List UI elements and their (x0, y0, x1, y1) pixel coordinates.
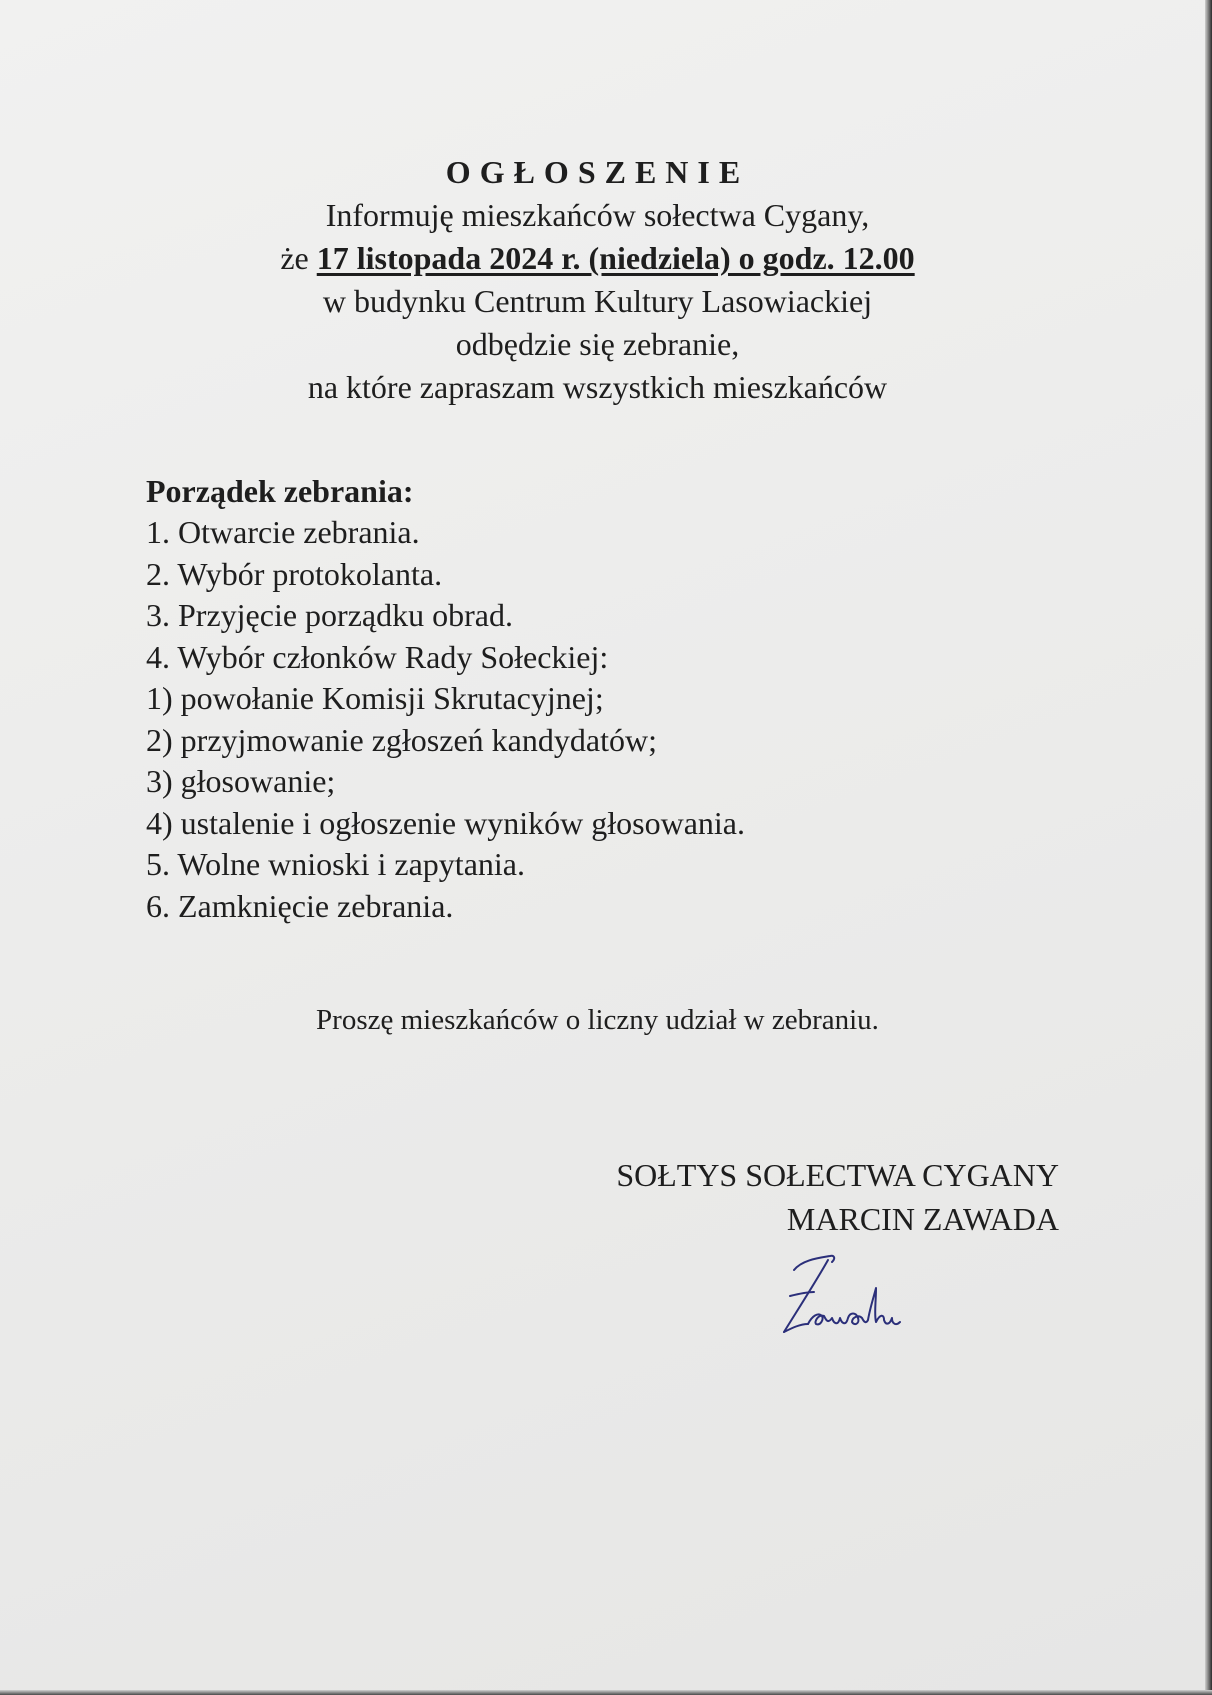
agenda-item: 2. Wybór protokolanta. (146, 555, 443, 592)
notice-line-1: Informuję mieszkańców sołectwa Cygany, (325, 197, 870, 233)
meeting-date: 17 listopada 2024 r. (niedziela) o godz. 12.00 (316, 240, 915, 276)
agenda-title: Porządek zebrania: (146, 473, 414, 509)
signature-block (616, 1153, 1059, 1241)
agenda-item: 5. Wolne wnioski i zapytania. (146, 846, 525, 882)
paper-edge-right (1205, 0, 1212, 1695)
closing-text: Proszę mieszkańców o liczny udział w zebraniu. (316, 1004, 879, 1036)
agenda-item: 1. Otwarcie zebrania. (146, 514, 420, 550)
notice-line-4: odbędzie się zebranie, (455, 326, 740, 362)
signatory-name: MARCIN ZAWADA (786, 1201, 1059, 1237)
agenda-item: 6. Zamknięcie zebrania. (146, 887, 454, 924)
paper-edge-bottom (0, 1690, 1212, 1695)
agenda-item: 3. Przyjęcie porządku obrad. (146, 597, 513, 633)
handwritten-signature (778, 1248, 938, 1338)
agenda-item: 4. Wybór członków Rady Sołeckiej: (146, 638, 609, 675)
notice-header (0, 150, 1195, 409)
agenda-subitem: 2) przyjmowanie zgłoszeń kandydatów; (146, 721, 657, 758)
notice-line-5: na które zapraszam wszystkich mieszkańców (307, 369, 888, 405)
notice-line-2 (0, 237, 1195, 280)
agenda (146, 470, 1096, 927)
notice-title: OGŁOSZENIE (445, 154, 750, 190)
notice-line-3: w budynku Centrum Kultury Lasowiackiej (322, 283, 873, 319)
agenda-subitem: 3) głosowanie; (146, 763, 336, 799)
agenda-subitem: 4) ustalenie i ogłoszenie wyników głosowania. (146, 804, 745, 841)
signatory-role: SOŁTYS SOŁECTWA CYGANY (616, 1157, 1059, 1193)
notice-line-2-prefix: że (280, 240, 317, 276)
agenda-subitem: 1) powołanie Komisji Skrutacyjnej; (146, 680, 604, 716)
